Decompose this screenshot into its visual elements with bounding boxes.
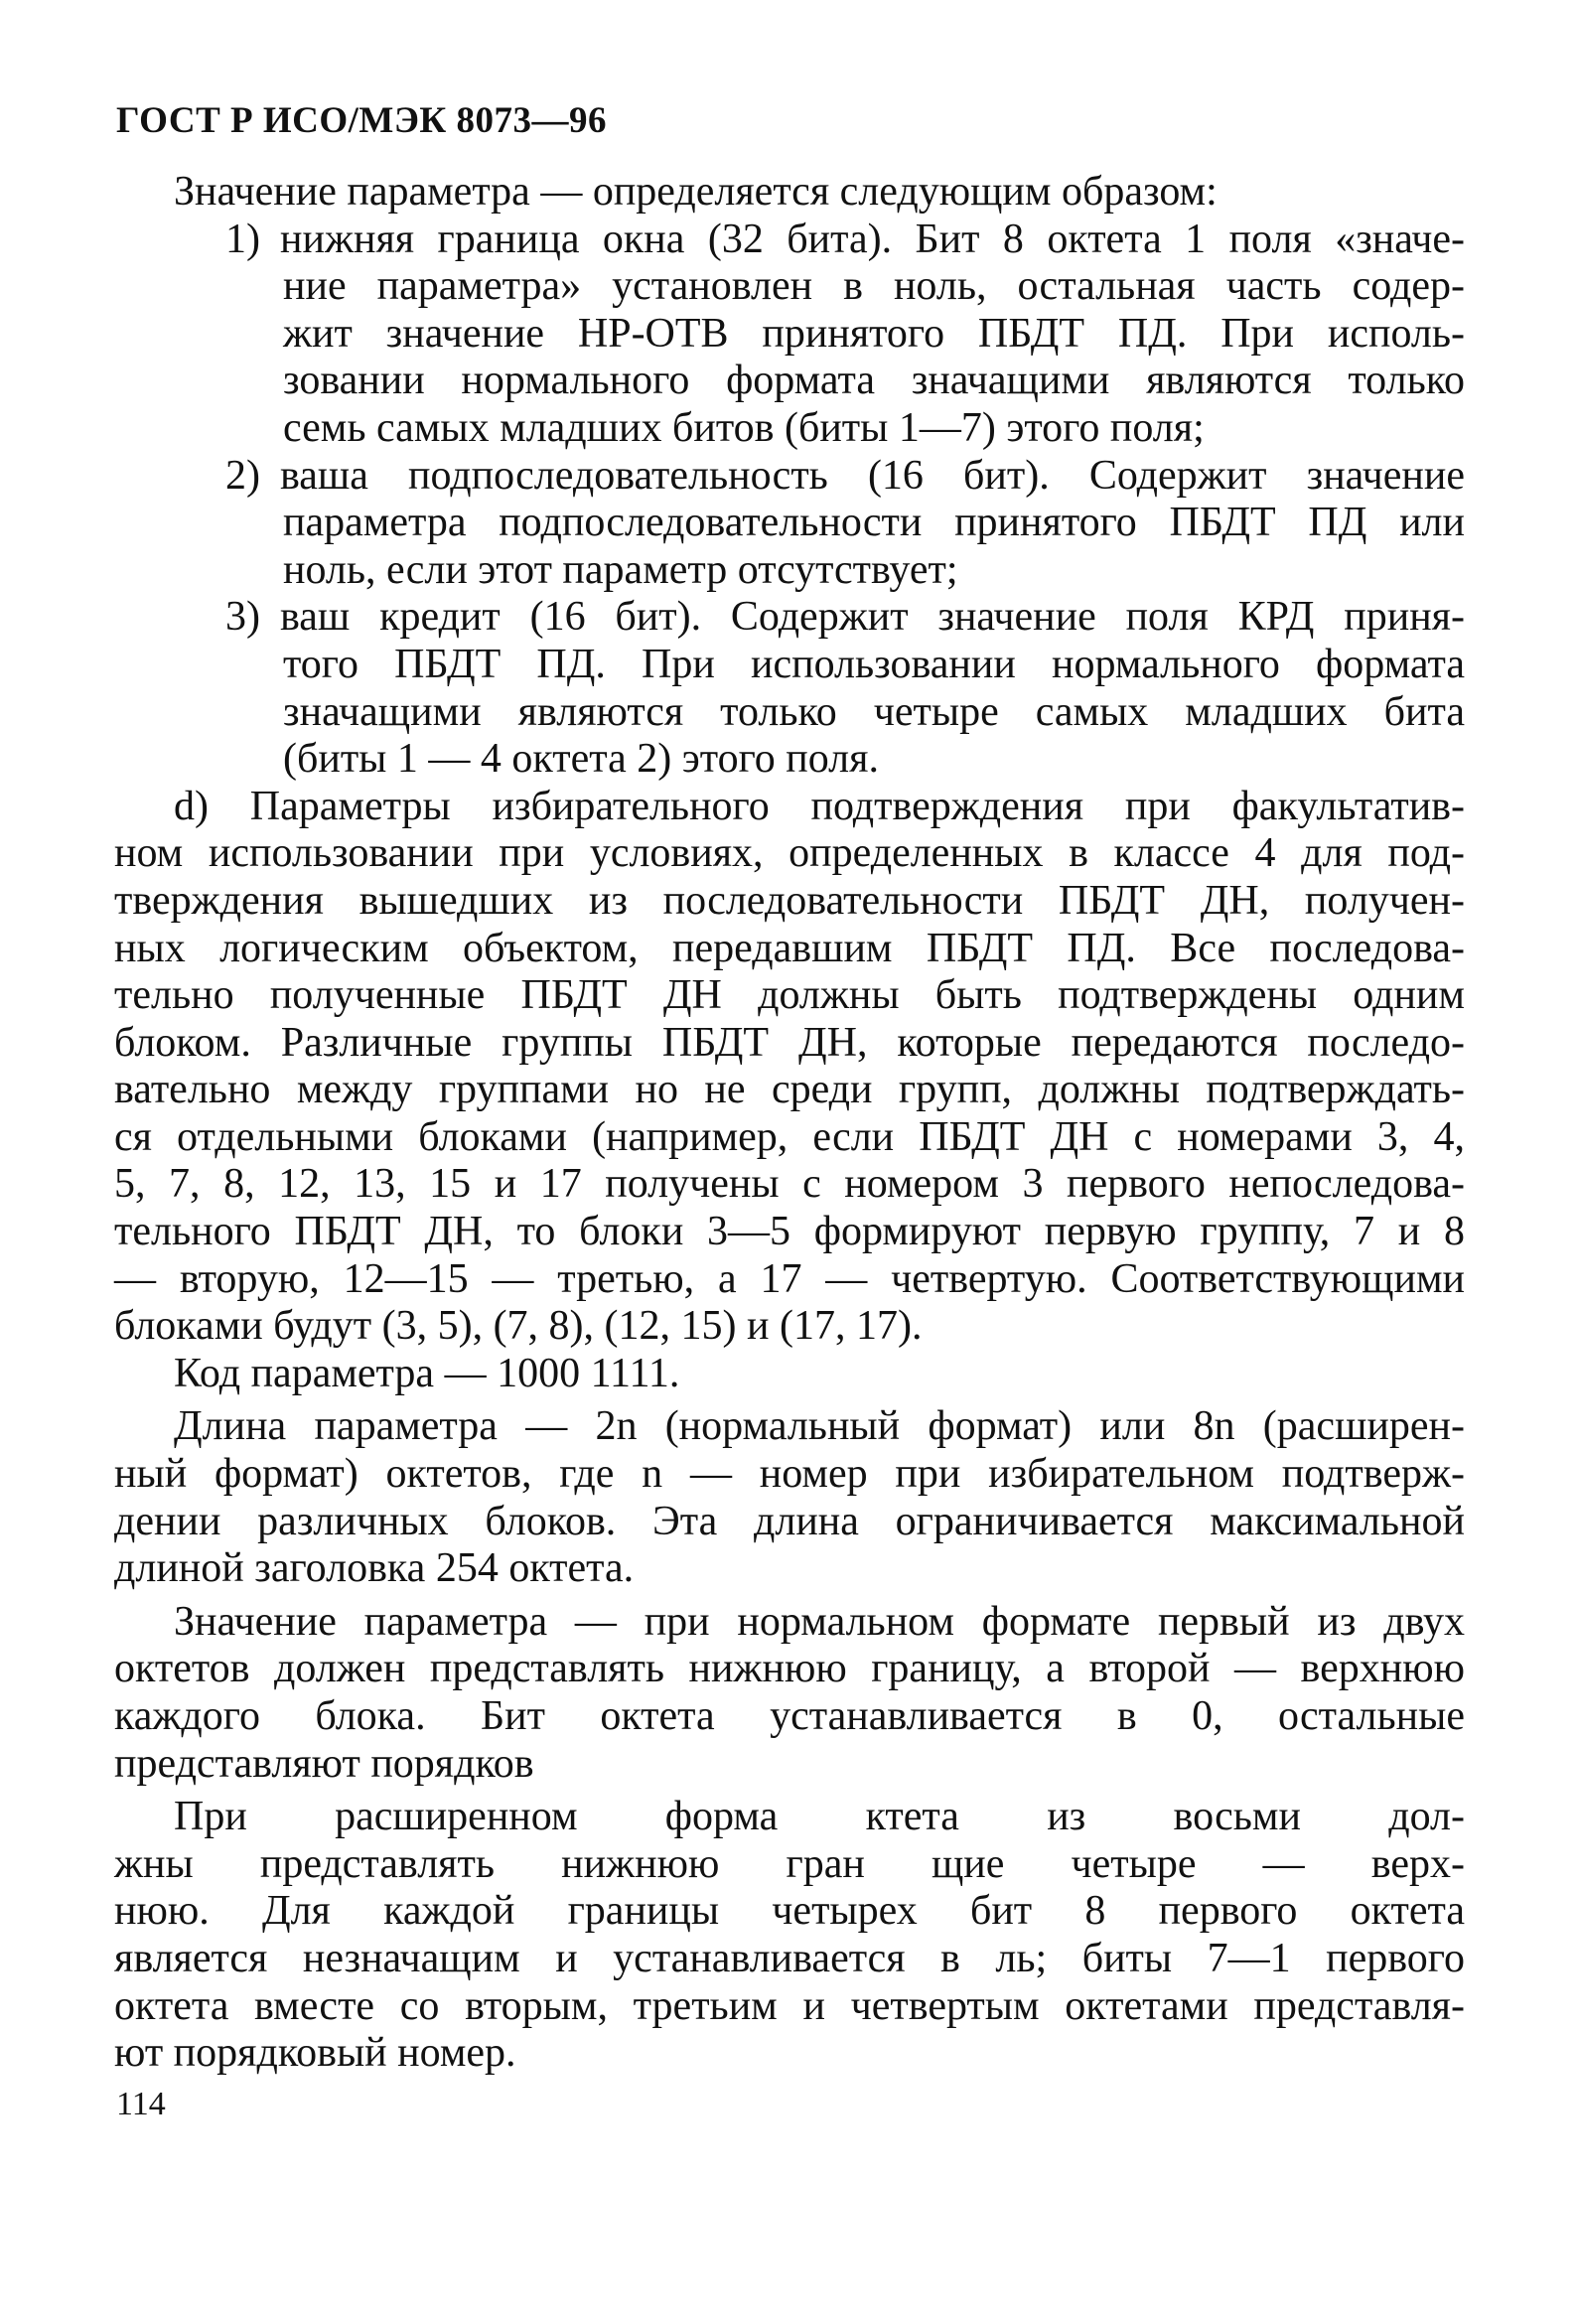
paragraph-d-line: тельного ПБДТ ДН, то блоки 3—5 формируют первую группу, 7 и 8 [114,1209,1465,1255]
extended-format-line: При расширенном форма ктета из восьми дол- [174,1794,1465,1840]
list-item-2-line: 2) ваша подпоследовательность (16 бит). Содержит значение [225,452,1465,499]
paragraph-d-line: ном использовании при условиях, определенных в классе 4 для под- [114,830,1465,877]
paragraph-line: Значение параметра — определяется следующим образом: [174,169,1218,215]
list-item-2-line: ноль, если этот параметр отсутствует; [283,546,958,593]
list-item-3-line: того ПБДТ ПД. При использовании нормального формата [283,641,1465,687]
paragraph-d-line: вательно между группами но не среди групп, должны подтверждать- [114,1067,1465,1113]
paragraph-d-line: блоком. Различные группы ПБДТ ДН, которые передаются последо- [114,1019,1465,1066]
paragraph-d-line: — вторую, 12—15 — третью, а 17 — четвертую. Соответствующими [114,1255,1465,1302]
paragraph-d-line: блоками будут (3, 5), (7, 8), (12, 15) и (17, 17). [114,1303,923,1350]
parameter-value-line: каждого блока. Бит октета устанавливается в 0, остальные [114,1693,1465,1739]
extended-format-line: ют порядковый номер. [114,2030,516,2077]
parameter-code-line: Код параметра — 1000 1111. [174,1350,680,1396]
list-item-3-line: (биты 1 — 4 октета 2) этого поля. [283,736,879,783]
extended-format-line: нюю. Для каждой границы четырех бит 8 первого октета [114,1888,1465,1935]
parameter-value-line: Значение параметра — при нормальном формате первый из двух [174,1598,1465,1645]
parameter-length-line: ный формат) октетов, где n — номер при избирательном подтверж- [114,1451,1465,1498]
parameter-length-line: Длина параметра — 2n (нормальный формат) или 8n (расширен- [174,1403,1465,1450]
list-item-1-line: ние параметра» установлен в ноль, остальная часть содер- [283,263,1465,310]
list-marker: 2) [225,452,260,499]
list-item-3-line: значащими являются только четыре самых младших бита [283,688,1465,735]
paragraph-d-line: ных логическим объектом, передавшим ПБДТ ПД. Все последова- [114,925,1465,971]
list-marker: 1) [225,216,260,262]
paragraph-d-line: d) Параметры избирательного подтверждения при факультатив- [174,783,1465,829]
list-item-1-line: семь самых младших битов (биты 1—7) этого поля; [283,404,1205,451]
page-number: 114 [116,2086,166,2122]
parameter-value-line: представляют порядков [114,1740,534,1787]
list-item-2-line: параметра подпоследовательности принятого ПБДТ ПД или [283,500,1465,546]
list-item-1-line: зовании нормального формата значащими являются только [283,358,1465,404]
extended-format-line: жны представлять нижнюю гран щие четыре — верх- [114,1840,1465,1887]
document-body [114,169,1465,2078]
extended-format-line: октета вместе со вторым, третьим и четвертым октетами представля- [114,1982,1465,2029]
paragraph-d-line: тверждения вышедших из последовательности ПБДТ ДН, получен- [114,877,1465,924]
parameter-length-line: дении различных блоков. Эта длина ограничивается максимальной [114,1498,1465,1544]
list-item-1-line: 1) нижняя граница окна (32 бита). Бит 8 октета 1 поля «значе- [225,216,1465,262]
parameter-length-line: длиной заголовка 254 октета. [114,1545,635,1592]
paragraph-d-line: ся отдельными блоками (например, если ПБДТ ДН с номерами 3, 4, [114,1113,1465,1160]
list-item-3-line: 3) ваш кредит (16 бит). Содержит значение поля КРД приня- [225,594,1465,641]
document-header: ГОСТ Р ИСО/МЭК 8073—96 [116,100,608,141]
list-marker: 3) [225,594,260,641]
extended-format-line: является незначащим и устанавливается в ль; биты 7—1 первого [114,1935,1465,1981]
paragraph-d-line: 5, 7, 8, 12, 13, 15 и 17 получены с номером 3 первого непоследова- [114,1161,1465,1208]
paragraph-d-line: тельно полученные ПБДТ ДН должны быть подтверждены одним [114,972,1465,1019]
list-item-1-line: жит значение НР-ОТВ принятого ПБДТ ПД. При исполь- [283,310,1465,357]
parameter-value-line: октетов должен представлять нижнюю границу, а второй — верхнюю [114,1646,1465,1692]
